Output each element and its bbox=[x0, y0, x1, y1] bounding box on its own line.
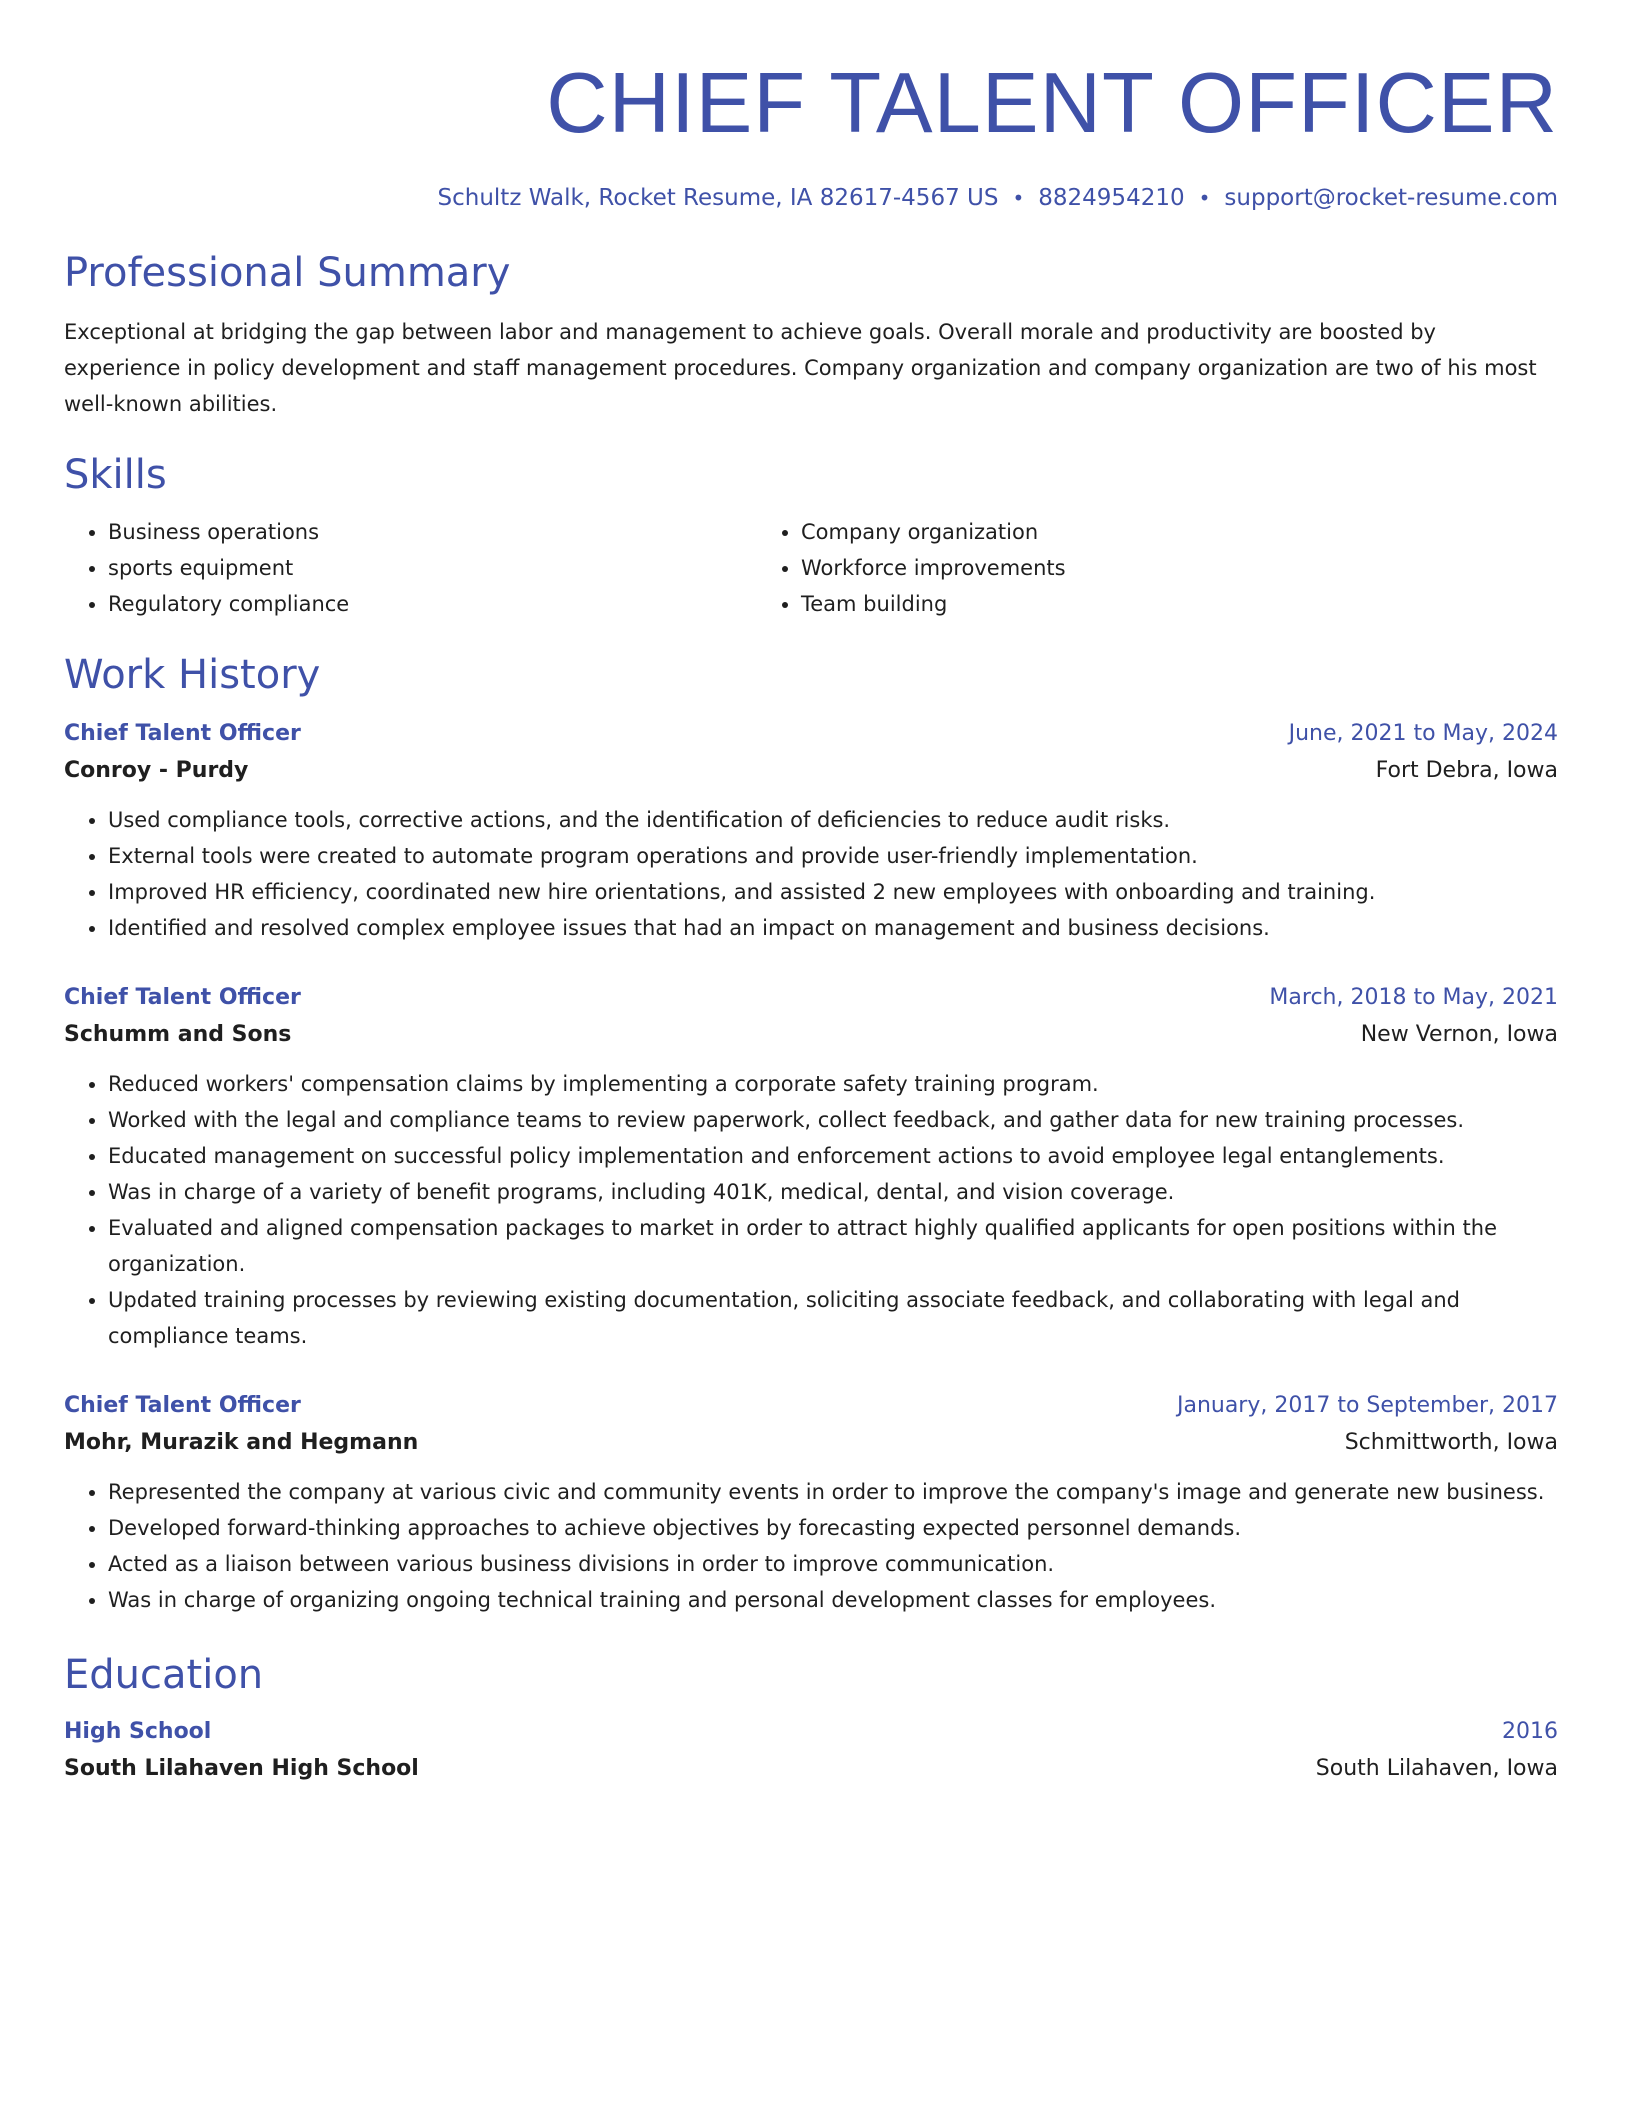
skill-item: • Workforce improvements bbox=[801, 550, 1558, 586]
job-bullets bbox=[64, 1066, 1558, 1354]
education-heading: Education bbox=[64, 1652, 264, 1698]
job-company-row bbox=[64, 752, 1558, 790]
job-entry bbox=[64, 716, 1558, 946]
job-header-row bbox=[64, 1388, 1558, 1424]
job-bullet: • Educated management on successful policy implementation and enforcement actions to avoid employee legal entanglements. bbox=[108, 1138, 1558, 1174]
skills-column-right bbox=[757, 514, 1558, 622]
contact-separator: • bbox=[1012, 186, 1025, 210]
job-company-row bbox=[64, 1016, 1558, 1054]
resume-page bbox=[64, 54, 1558, 1788]
job-header-row bbox=[64, 980, 1558, 1016]
job-location: Schmittworth, Iowa bbox=[1344, 1430, 1558, 1455]
job-header-row bbox=[64, 716, 1558, 752]
job-bullet: • Used compliance tools, corrective actions, and the identification of deficiencies to reduce audit risks. bbox=[108, 802, 1558, 838]
job-dates: June, 2021 to May, 2024 bbox=[1288, 721, 1558, 746]
job-bullet: • Was in charge of organizing ongoing technical training and personal development classes for employees. bbox=[108, 1582, 1558, 1618]
skill-item: • Business operations bbox=[108, 514, 757, 550]
skills-heading: Skills bbox=[64, 452, 167, 498]
job-bullet: • Developed forward-thinking approaches to achieve objectives by forecasting expected personnel demands. bbox=[108, 1510, 1558, 1546]
resume-title: CHIEF TALENT OFFICER bbox=[546, 56, 1558, 151]
education-school: South Lilahaven High School bbox=[64, 1756, 419, 1781]
job-entry bbox=[64, 980, 1558, 1354]
job-dates: January, 2017 to September, 2017 bbox=[1176, 1393, 1558, 1418]
skills-column-left bbox=[64, 514, 757, 622]
contact-separator: • bbox=[1198, 186, 1211, 210]
skill-item: • sports equipment bbox=[108, 550, 757, 586]
job-company: Schumm and Sons bbox=[64, 1022, 292, 1047]
education-year: 2016 bbox=[1502, 1719, 1558, 1744]
job-bullet: • Was in charge of a variety of benefit programs, including 401K, medical, dental, and vision coverage. bbox=[108, 1174, 1558, 1210]
skill-item: • Company organization bbox=[801, 514, 1558, 550]
job-bullet: • Updated training processes by reviewing existing documentation, soliciting associate feedback, and collaborating with legal and compliance teams. bbox=[108, 1282, 1558, 1354]
job-title: Chief Talent Officer bbox=[64, 1393, 301, 1418]
job-entry bbox=[64, 1388, 1558, 1618]
job-company-row bbox=[64, 1424, 1558, 1462]
summary-text: Exceptional at bridging the gap between labor and management to achieve goals. Overall morale and productivity are boosted by experience in policy development and staff management procedures. Company organization and company organization are two of his most well-known abilities. bbox=[64, 320, 1537, 416]
contact-phone: 8824954210 bbox=[1038, 185, 1185, 211]
education-entry bbox=[64, 1714, 1558, 1788]
job-bullets bbox=[64, 802, 1558, 946]
job-title: Chief Talent Officer bbox=[64, 985, 301, 1010]
skills-list bbox=[64, 514, 1558, 622]
contact-address: Schultz Walk, Rocket Resume, IA 82617-4567 US bbox=[437, 185, 999, 211]
job-company: Conroy - Purdy bbox=[64, 758, 249, 783]
job-bullet: • Improved HR efficiency, coordinated new hire orientations, and assisted 2 new employees with onboarding and training. bbox=[108, 874, 1558, 910]
education-degree: High School bbox=[64, 1719, 212, 1744]
skill-item: • Team building bbox=[801, 586, 1558, 622]
job-location: Fort Debra, Iowa bbox=[1375, 758, 1558, 783]
job-bullet: • Acted as a liaison between various business divisions in order to improve communication. bbox=[108, 1546, 1558, 1582]
contact-line bbox=[64, 182, 1558, 214]
job-location: New Vernon, Iowa bbox=[1360, 1022, 1558, 1047]
education-header-row bbox=[64, 1714, 1558, 1750]
job-title: Chief Talent Officer bbox=[64, 721, 301, 746]
education-school-row bbox=[64, 1750, 1558, 1788]
contact-email: support@rocket-resume.com bbox=[1224, 185, 1558, 211]
job-bullet: • Represented the company at various civic and community events in order to improve the company's image and generate new business. bbox=[108, 1474, 1558, 1510]
job-bullet: • Worked with the legal and compliance teams to review paperwork, collect feedback, and gather data for new training processes. bbox=[108, 1102, 1558, 1138]
education-location: South Lilahaven, Iowa bbox=[1315, 1756, 1558, 1781]
job-bullet: • Evaluated and aligned compensation packages to market in order to attract highly qualified applicants for open positions within the organization. bbox=[108, 1210, 1558, 1282]
job-bullet: • Identified and resolved complex employee issues that had an impact on management and business decisions. bbox=[108, 910, 1558, 946]
job-bullet: • Reduced workers' compensation claims by implementing a corporate safety training program. bbox=[108, 1066, 1558, 1102]
job-bullet: • External tools were created to automate program operations and provide user-friendly implementation. bbox=[108, 838, 1558, 874]
job-bullets bbox=[64, 1474, 1558, 1618]
summary-heading: Professional Summary bbox=[64, 250, 511, 296]
work-history-heading: Work History bbox=[64, 652, 321, 698]
job-company: Mohr, Murazik and Hegmann bbox=[64, 1430, 419, 1455]
job-dates: March, 2018 to May, 2021 bbox=[1269, 985, 1558, 1010]
skill-item: • Regulatory compliance bbox=[108, 586, 757, 622]
